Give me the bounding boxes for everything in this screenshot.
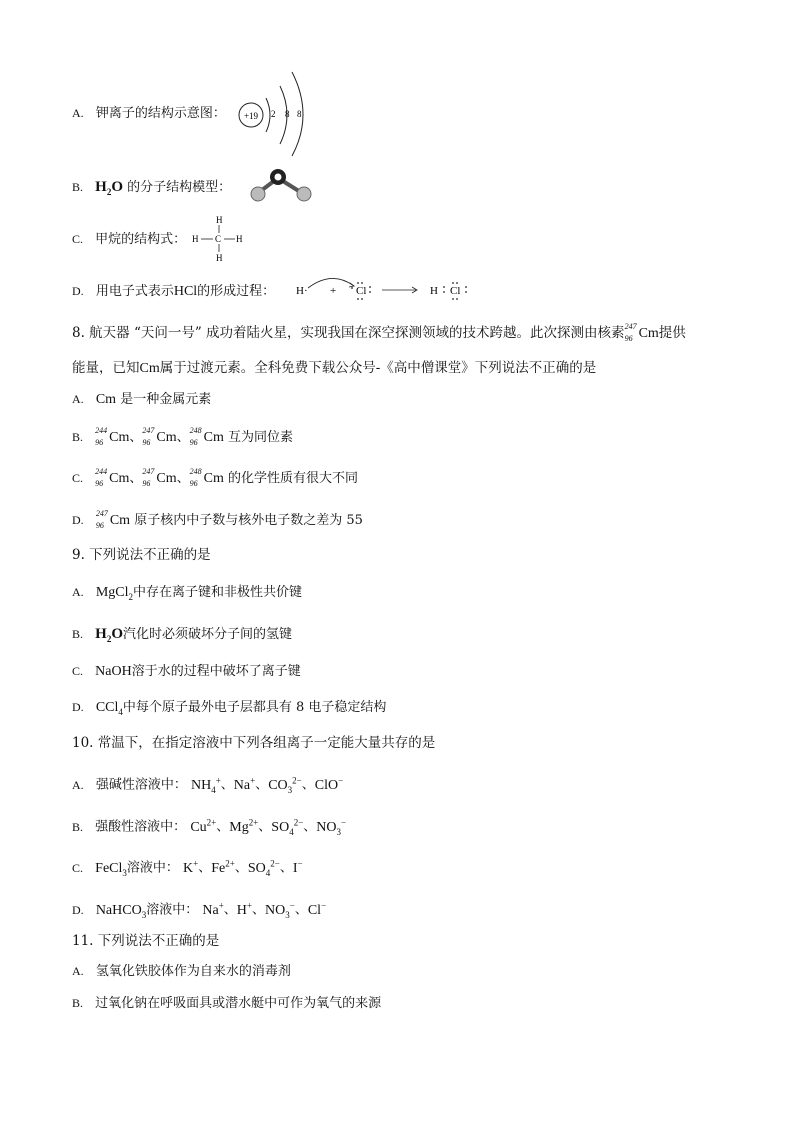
result-h: H xyxy=(430,285,438,297)
potassium-ion-diagram xyxy=(234,68,314,158)
q11-option-a: A. 氢氧化铁胶体作为自来水的消毒剂 xyxy=(72,964,291,979)
option-label: D. xyxy=(72,284,84,298)
h-left: H xyxy=(192,234,199,244)
q7-option-d: D. 用电子式表示HCl的形成过程： xyxy=(72,284,276,299)
q8-option-d: D. 247 96 Cm 原子核内中子数与核外电子数之差为 55 xyxy=(72,508,363,530)
q7-option-a xyxy=(72,104,226,123)
q8-stem-line1: 8. 航天器 “天问一号” 成功着陆火星，实现我国在深空探测领域的技术跨越。此次探测由核素 247 96 Cm提供 xyxy=(72,321,686,343)
q9-option-b: B. $H_2O$汽化时必须破坏分子间的氢键 xyxy=(72,626,293,644)
h-right: H xyxy=(236,234,243,244)
plus-sign: + xyxy=(330,285,337,297)
q8-stem-line2: 能量，已知Cm属于过渡元素。全科免费下载公众号-《高中僧课堂》下列说法不正确的是 xyxy=(72,360,597,376)
q10-option-a: A. 强碱性溶液中： $NH_4^+$、Na+、$CO_3^{2-}$、ClO− xyxy=(72,775,344,795)
option-text: 钾离子的结构示意图： xyxy=(95,106,226,121)
methane-structure xyxy=(190,214,250,264)
q10-option-c: C. FeCl$_3$溶液中： K+、$Fe^{2+}$、$SO_4^{2-}$、I− xyxy=(72,858,303,878)
option-text: 甲烷的结构式： xyxy=(95,232,187,247)
q9-option-c: C. NaOH溶于水的过程中破坏了离子键 xyxy=(72,664,301,679)
shell-2: 8 xyxy=(285,109,290,119)
q8-option-a: A. Cm 是一种金属元素 xyxy=(72,392,212,407)
water-molecule-model xyxy=(246,166,316,206)
h-top: H xyxy=(216,215,223,225)
formula: H xyxy=(95,179,107,195)
shell-3: 8 xyxy=(297,109,302,119)
option-label: B. xyxy=(72,180,84,194)
carbon: C xyxy=(215,234,222,244)
option-label: C. xyxy=(72,232,84,246)
q8-option-c: C. 244 96 Cm、 247 96 Cm、 248 96 Cm 的化学性质有很大不同 xyxy=(72,466,359,488)
result-cl: Cl xyxy=(450,285,461,297)
q8-option-b: B. 244 96 Cm、 247 96 Cm、 248 96 Cm 互为同位素 xyxy=(72,425,294,447)
q10-option-b: B. 强酸性溶液中： $Cu^{2+}$、$Mg^{2+}$、$SO_4^{2-}$、$NO_3^-$ xyxy=(72,817,347,837)
q10-stem: 10. 常温下，在指定溶液中下列各组离子一定能大量共存的是 xyxy=(72,735,436,751)
q9-option-d: D. CCl$_4$中每个原子最外电子层都具有 8 电子稳定结构 xyxy=(72,700,387,717)
q7-option-b: B. $H_2O$ 的分子结构模型： xyxy=(72,179,232,197)
option-text: 的分子结构模型： xyxy=(127,180,232,195)
q9-stem: 9. 下列说法不正确的是 xyxy=(72,547,211,563)
q10-option-d: D. NaHCO$_3$溶液中： Na+、H+、$NO_3^-$、Cl− xyxy=(72,900,327,920)
h-bottom: H xyxy=(216,253,223,263)
q11-stem: 11. 下列说法不正确的是 xyxy=(72,933,220,949)
hcl-formation-diagram xyxy=(292,274,482,308)
h-atom: H· xyxy=(296,285,308,297)
q7-option-c xyxy=(72,230,186,249)
cl-atom: Cl xyxy=(356,285,367,297)
q9-option-a: A. MgCl$_2$中存在离子键和非极性共价键 xyxy=(72,585,303,602)
nucleus-label: +19 xyxy=(243,111,259,121)
shell-1: 2 xyxy=(271,109,276,119)
q11-option-b: B. 过氧化钠在呼吸面具或潜水艇中可作为氧气的来源 xyxy=(72,996,382,1011)
option-label: A. xyxy=(72,106,84,120)
nuclide-notation: 247 96 xyxy=(624,321,637,343)
